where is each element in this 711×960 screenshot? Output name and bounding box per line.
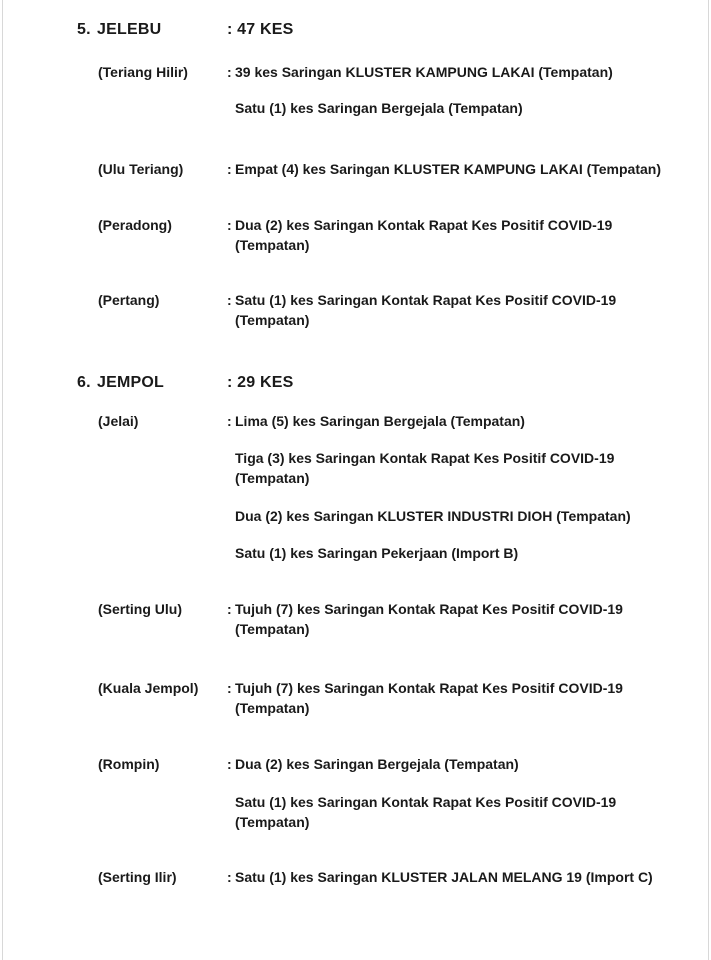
district-name: JEMPOL — [97, 374, 164, 391]
entry-text-line: (Tempatan) — [235, 621, 310, 637]
entry-text-line: (Tempatan) — [235, 237, 310, 253]
case-entry — [227, 290, 616, 330]
entry-text-line: (Tempatan) — [235, 470, 310, 486]
case-entry — [227, 678, 623, 718]
entry-text-line: Empat (4) kes Saringan KLUSTER KAMPUNG LAKAI (Tempatan) — [235, 161, 662, 177]
entry-text-line: Satu (1) kes Saringan Bergejala (Tempatan) — [235, 100, 523, 116]
entry-text-line: (Tempatan) — [235, 700, 310, 716]
entry-colon: : — [227, 869, 232, 885]
entry-text-line: (Tempatan) — [235, 814, 310, 830]
entry-colon: : — [227, 217, 232, 233]
case-entry — [227, 754, 519, 774]
entry-text-line: Satu (1) kes Saringan KLUSTER JALAN MELANG 19 (Import C) — [235, 869, 653, 885]
area-name: (Serting Ulu) — [98, 601, 182, 617]
entry-colon: : — [227, 292, 232, 308]
page-edge-left — [2, 0, 3, 960]
area-name: (Jelai) — [98, 413, 139, 429]
district-name: JELEBU — [97, 21, 162, 38]
entry-text-line: (Tempatan) — [235, 312, 310, 328]
case-entry — [227, 62, 613, 82]
entry-text-line: Dua (2) kes Saringan Bergejala (Tempatan) — [235, 756, 519, 772]
entry-text-line: Tujuh (7) kes Saringan Kontak Rapat Kes Positif COVID-19 — [235, 680, 623, 696]
district-total: : 29 KES — [227, 374, 294, 391]
entry-text-line: Tiga (3) kes Saringan Kontak Rapat Kes Positif COVID-19 — [235, 450, 615, 466]
case-entry — [227, 215, 612, 255]
area-name: (Pertang) — [98, 292, 160, 308]
entry-text-line: Lima (5) kes Saringan Bergejala (Tempatan) — [235, 413, 525, 429]
entry-colon: : — [227, 680, 232, 696]
entry-text-line: Dua (2) kes Saringan KLUSTER INDUSTRI DIOH (Tempatan) — [235, 508, 631, 524]
entry-colon: : — [227, 64, 232, 80]
entry-colon: : — [227, 756, 232, 772]
entry-text-line: 39 kes Saringan KLUSTER KAMPUNG LAKAI (Tempatan) — [235, 64, 613, 80]
district-heading — [0, 21, 711, 43]
case-entry — [235, 98, 523, 118]
entry-text-line: Dua (2) kes Saringan Kontak Rapat Kes Positif COVID-19 — [235, 217, 613, 233]
area-name: (Ulu Teriang) — [98, 161, 184, 177]
page-edge-right — [708, 0, 709, 960]
entry-colon: : — [227, 601, 232, 617]
entry-text-line: Tujuh (7) kes Saringan Kontak Rapat Kes Positif COVID-19 — [235, 601, 623, 617]
entry-text-line: Satu (1) kes Saringan Kontak Rapat Kes Positif COVID-19 — [235, 794, 617, 810]
area-name: (Serting Ilir) — [98, 869, 177, 885]
district-total: : 47 KES — [227, 21, 294, 38]
case-entry — [235, 543, 518, 563]
entry-text-line: Satu (1) kes Saringan Pekerjaan (Import B) — [235, 545, 519, 561]
case-entry — [235, 448, 614, 488]
case-entry — [235, 506, 631, 526]
area-name: (Rompin) — [98, 756, 160, 772]
case-entry — [227, 867, 653, 887]
area-name: (Peradong) — [98, 217, 172, 233]
case-entry — [235, 792, 616, 832]
area-name: (Kuala Jempol) — [98, 680, 199, 696]
entry-colon: : — [227, 161, 232, 177]
area-name: (Teriang Hilir) — [98, 64, 188, 80]
section-number: 5. — [77, 21, 91, 38]
case-entry — [227, 599, 623, 639]
case-entry — [227, 159, 661, 179]
district-heading — [0, 374, 711, 396]
case-entry — [227, 411, 525, 431]
entry-text-line: Satu (1) kes Saringan Kontak Rapat Kes Positif COVID-19 — [235, 292, 617, 308]
entry-colon: : — [227, 413, 232, 429]
section-number: 6. — [77, 374, 91, 391]
